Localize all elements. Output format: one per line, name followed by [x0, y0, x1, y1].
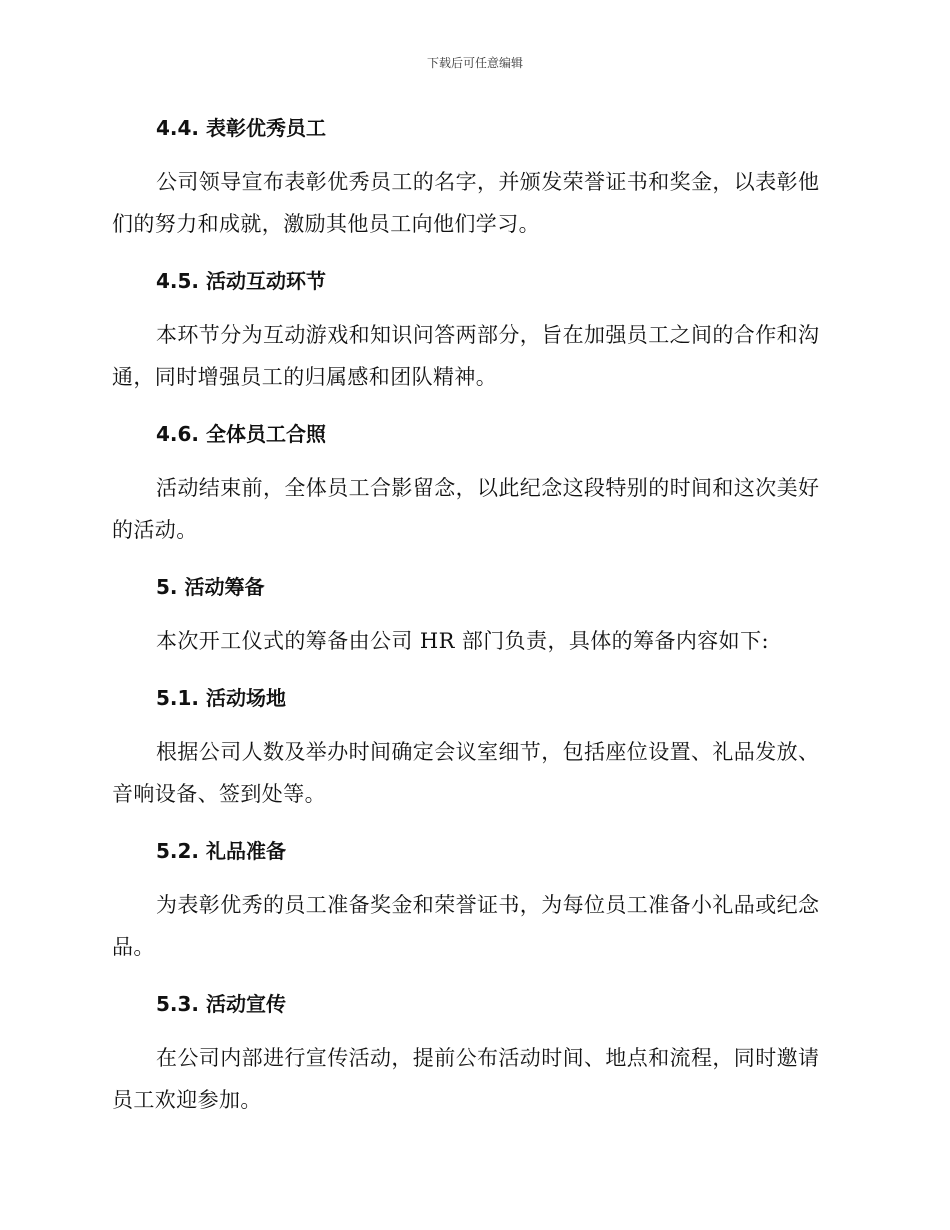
section-heading-5-1: 5.1. 活动场地 [156, 686, 286, 710]
section-paragraph-5-1: 根据公司人数及举办时间确定会议室细节，包括座位设置、礼品发放、音响设备、签到处等。 [112, 740, 820, 806]
section-heading-4-4: 4.4. 表彰优秀员工 [156, 116, 326, 140]
section-heading-5-3: 5.3. 活动宣传 [156, 992, 286, 1016]
section-heading-5: 5. 活动筹备 [156, 575, 265, 599]
section-paragraph-4-6: 活动结束前，全体员工合影留念，以此纪念这段特别的时间和这次美好的活动。 [112, 476, 820, 542]
section-heading-5-2: 5.2. 礼品准备 [156, 839, 286, 863]
section-paragraph-5-2: 为表彰优秀的员工准备奖金和荣誉证书，为每位员工准备小礼品或纪念品。 [112, 893, 820, 959]
section-paragraph-4-4: 公司领导宣布表彰优秀员工的名字，并颁发荣誉证书和奖金，以表彰他们的努力和成就，激励其他员工向他们学习。 [112, 170, 820, 236]
section-paragraph-5: 本次开工仪式的筹备由公司 HR 部门负责，具体的筹备内容如下: [156, 629, 769, 653]
header-note: 下载后可任意编辑 [426, 56, 523, 70]
section-paragraph-5-3: 在公司内部进行宣传活动，提前公布活动时间、地点和流程，同时邀请员工欢迎参加。 [112, 1046, 820, 1112]
section-heading-4-6: 4.6. 全体员工合照 [156, 422, 326, 446]
section-heading-4-5: 4.5. 活动互动环节 [156, 269, 326, 293]
section-paragraph-4-5: 本环节分为互动游戏和知识问答两部分，旨在加强员工之间的合作和沟通，同时增强员工的归属感和团队精神。 [112, 323, 820, 389]
document-content [112, 108, 832, 1137]
